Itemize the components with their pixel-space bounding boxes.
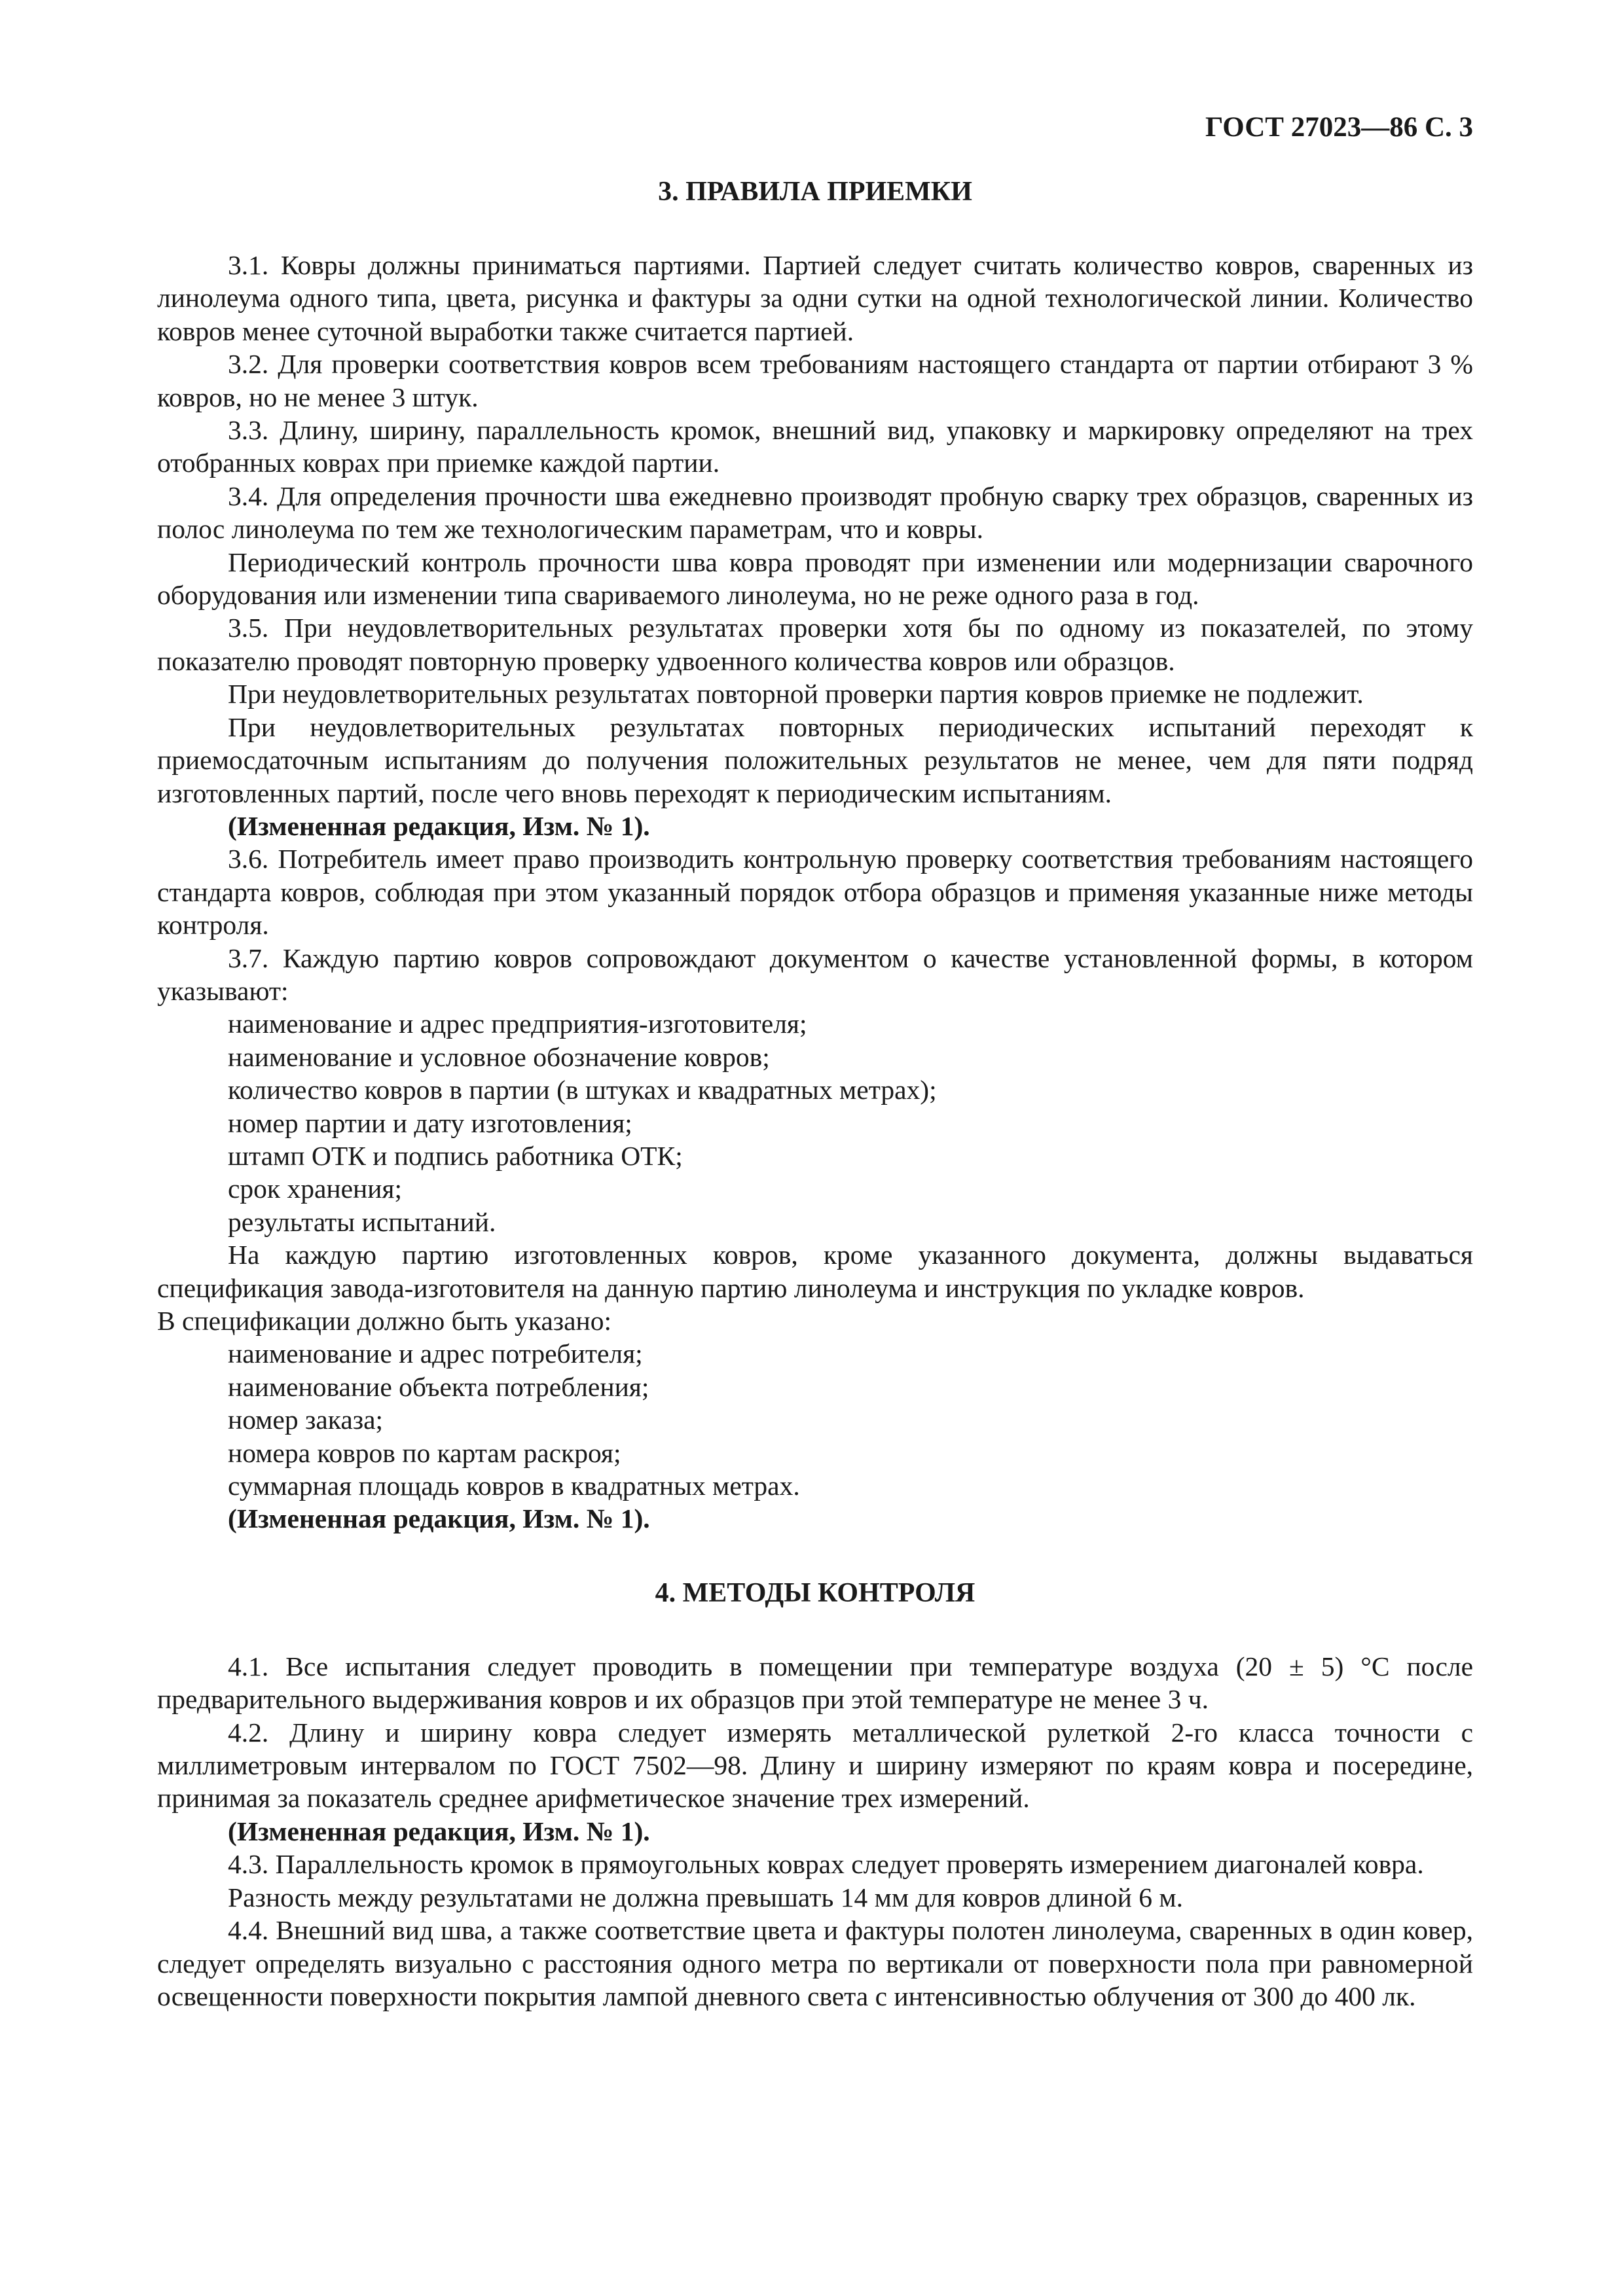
paragraph-4-4: 4.4. Внешний вид шва, а также соответствие цвета и фактуры полотен линолеума, сваренных в один ковер, следует определять визуально с расстояния одного метра по вертикали от поверхности пола при равномерной освещенности поверхности покрытия лампой дневного света с интенсивностью облучения от 300 до 400 лк. [157, 1915, 1473, 2011]
list-item: номера ковров по картам раскроя; [228, 1437, 621, 1468]
paragraph-3-6: 3.6. Потребитель имеет право производить контрольную проверку соответствия требованиям настоящего стандарта ковров, соблюдая при этом указанный порядок отбора образцов и применяя указанные ниже методы контроля. [157, 844, 1473, 941]
amendment-note: (Измененная редакция, Изм. № 1). [228, 810, 650, 841]
list-item: номер заказа; [228, 1405, 384, 1435]
paragraph-3-4-periodic: Периодический контроль прочности шва ковра проводят при изменении или модернизации сварочного оборудования или изменении типа свариваемого линолеума, но не реже одного раза в год. [157, 547, 1473, 611]
paragraph-4-3: 4.3. Параллельность кромок в прямоугольных коврах следует проверять измерением диагоналей ковра. [228, 1849, 1424, 1880]
paragraph-3-7-spec-intro: В спецификации должно быть указано: [157, 1306, 612, 1336]
list-item: суммарная площадь ковров в квадратных метрах. [228, 1471, 800, 1501]
quality-document-list [157, 1007, 1473, 1238]
list-item: наименование и адрес предприятия-изготовителя; [228, 1009, 807, 1039]
paragraph-3-5-periodic: При неудовлетворительных результатах повторных периодических испытаний переходят к приемосдаточным испытаниям до получения положительных результатов не менее, чем для пяти подряд изготовленных партий, после чего вновь переходят к периодическим испытаниям. [157, 711, 1473, 808]
specification-list [157, 1337, 1473, 1502]
section-3-title: 3. ПРАВИЛА ПРИЕМКИ [658, 177, 972, 207]
list-item: наименование и условное обозначение ковров; [228, 1041, 770, 1072]
paragraph-3-3: 3.3. Длину, ширину, параллельность кромок, внешний вид, упаковку и маркировку определяют на трех отобранных коврах при приемке каждой партии. [157, 415, 1473, 478]
list-item: результаты испытаний. [228, 1206, 496, 1237]
list-item: штамп ОТК и подпись работника ОТК; [228, 1140, 683, 1171]
page-header: ГОСТ 27023—86 С. 3 [1205, 112, 1473, 143]
section-4-title: 4. МЕТОДЫ КОНТРОЛЯ [655, 1577, 976, 1608]
amendment-note: (Измененная редакция, Изм. № 1). [228, 1816, 650, 1846]
paragraph-4-1: 4.1. Все испытания следует проводить в помещении при температуре воздуха (20 ± 5) °С после предварительного выдерживания ковров и их образцов при этой температуре не менее 3 ч. [157, 1651, 1473, 1715]
list-item: количество ковров в партии (в штуках и квадратных метрах); [228, 1075, 937, 1105]
paragraph-3-5-repeat: При неудовлетворительных результатах повторной проверки партия ковров приемке не подлежит. [228, 679, 1364, 709]
paragraph-3-7-specification: На каждую партию изготовленных ковров, кроме указанного документа, должны выдаваться спецификация завода-изготовителя на данную партию линолеума и инструкция по укладке ковров. [157, 1240, 1473, 1303]
list-item: срок хранения; [228, 1174, 403, 1204]
list-item: номер партии и дату изготовления; [228, 1107, 632, 1138]
paragraph-3-2: 3.2. Для проверки соответствия ковров всем требованиям настоящего стандарта от партии отбирают 3 % ковров, но не менее 3 штук. [157, 349, 1473, 412]
paragraph-3-5: 3.5. При неудовлетворительных результатах проверки хотя бы по одному из показателей, по этому показателю проводят повторную проверку удвоенного количества ковров или образцов. [157, 613, 1473, 676]
paragraph-3-7: 3.7. Каждую партию ковров сопровождают документом о качестве установленной формы, в котором указывают: [157, 942, 1473, 1006]
document-page [157, 111, 1473, 2013]
paragraph-4-2: 4.2. Длину и ширину ковра следует измерять металлической рулеткой 2-го класса точности с миллиметровым интервалом по ГОСТ 7502—98. Длину и ширину измеряют по краям ковра и посередине, принимая за показатель среднее арифметическое значение трех измерений. [157, 1717, 1473, 1814]
paragraph-4-3-difference: Разность между результатами не должна превышать 14 мм для ковров длиной 6 м. [228, 1882, 1183, 1912]
paragraph-3-4: 3.4. Для определения прочности шва ежедневно производят пробную сварку трех образцов, сваренных из полос линолеума по тем же технологическим параметрам, что и ковры. [157, 480, 1473, 545]
paragraph-3-1: 3.1. Ковры должны приниматься партиями. Партией следует считать количество ковров, сваренных из линолеума одного типа, цвета, рисунка и фактуры за одни сутки на одной технологической линии. Количество ковров менее суточной выработки также считается партией. [157, 250, 1473, 346]
list-item: наименование и адрес потребителя; [228, 1338, 643, 1369]
list-item: наименование объекта потребления; [228, 1371, 649, 1402]
amendment-note: (Измененная редакция, Изм. № 1). [228, 1503, 650, 1534]
